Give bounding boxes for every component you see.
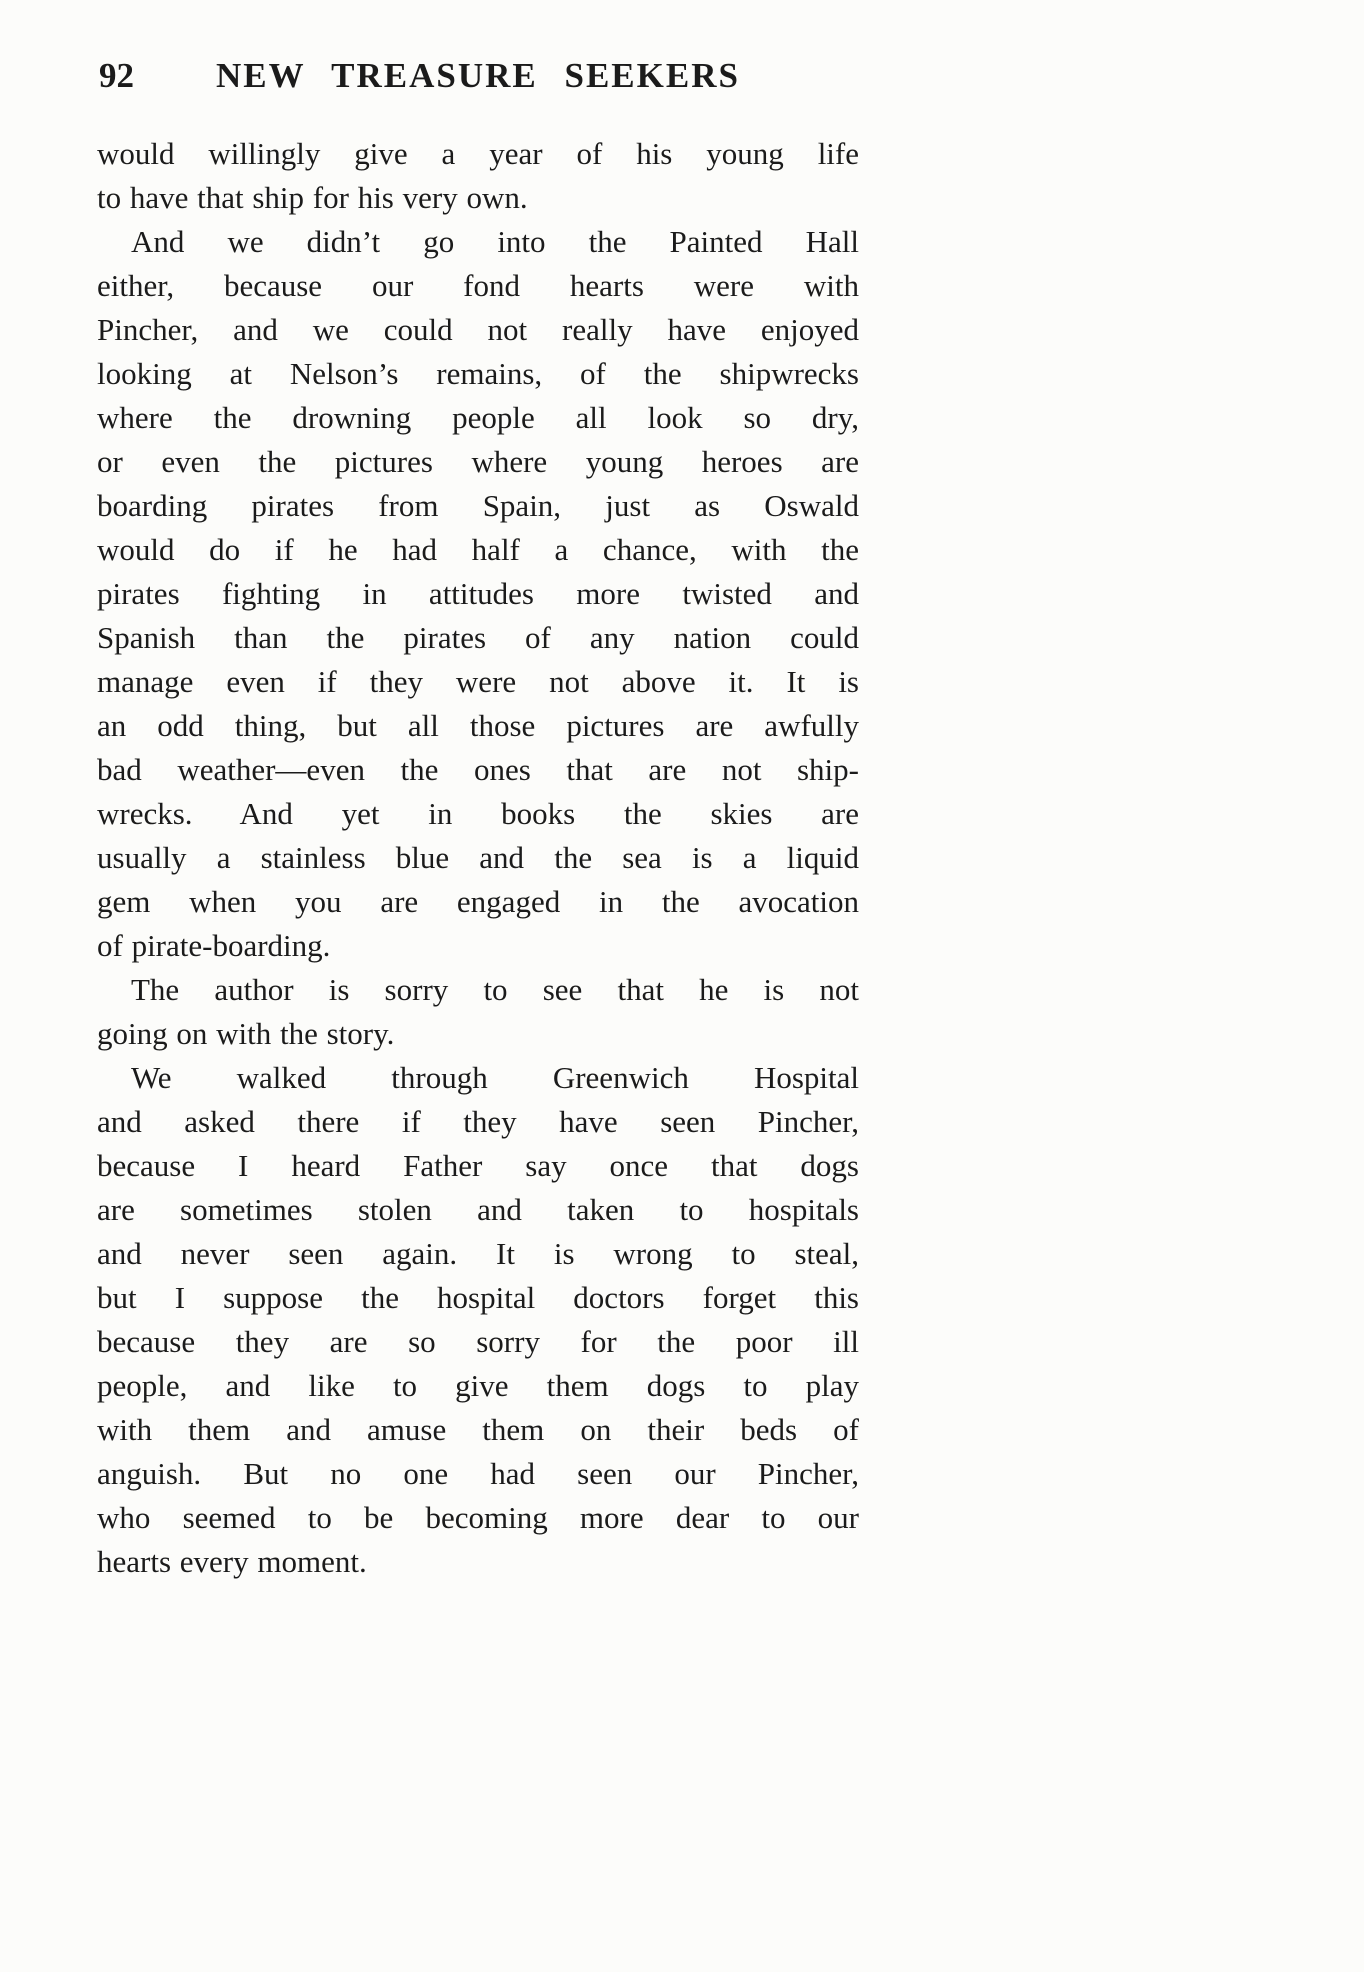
text-line: would willingly give a year of his young life (97, 136, 859, 171)
text-block (97, 52, 859, 1584)
text-line: pirates fighting in attitudes more twisted and (97, 576, 859, 611)
text-line: because they are so sorry for the poor ill (97, 1324, 859, 1359)
text-line: to have that ship for his very own. (97, 180, 528, 215)
paragraph (97, 1056, 859, 1584)
text-line: where the drowning people all look so dry, (97, 400, 859, 435)
text-line: boarding pirates from Spain, just as Oswald (97, 488, 859, 523)
text-line: hearts every moment. (97, 1544, 367, 1579)
text-line: would do if he had half a chance, with the (97, 532, 859, 567)
text-line: with them and amuse them on their beds of (97, 1412, 859, 1447)
text-line: and never seen again. It is wrong to steal, (97, 1236, 859, 1271)
text-line: gem when you are engaged in the avocation (97, 884, 859, 919)
text-line: an odd thing, but all those pictures are awfully (97, 708, 859, 743)
text-line: of pirate-boarding. (97, 928, 331, 963)
text-line: looking at Nelson’s remains, of the shipwrecks (97, 356, 859, 391)
text-line: going on with the story. (97, 1016, 395, 1051)
text-line: We walked through Greenwich Hospital (131, 1060, 859, 1095)
text-line: The author is sorry to see that he is not (131, 972, 859, 1007)
paragraph (97, 132, 859, 220)
text-line: wrecks. And yet in books the skies are (97, 796, 859, 831)
text-line: usually a stainless blue and the sea is a liquid (97, 840, 859, 875)
page-number: 92 (99, 56, 134, 95)
text-line: bad weather—even the ones that are not ship- (97, 752, 859, 787)
text-line: because I heard Father say once that dogs (97, 1148, 859, 1183)
text-line: who seemed to be becoming more dear to our (97, 1500, 859, 1535)
paragraph (97, 220, 859, 968)
text-line: anguish. But no one had seen our Pincher, (97, 1456, 859, 1491)
text-line: manage even if they were not above it. It is (97, 664, 859, 699)
text-line: And we didn’t go into the Painted Hall (131, 224, 859, 259)
text-line: but I suppose the hospital doctors forget this (97, 1280, 859, 1315)
text-line: Pincher, and we could not really have enjoyed (97, 312, 859, 347)
page-title: NEW TREASURE SEEKERS (216, 56, 740, 95)
text-line: or even the pictures where young heroes are (97, 444, 859, 479)
text-line: are sometimes stolen and taken to hospitals (97, 1192, 859, 1227)
text-line: people, and like to give them dogs to play (97, 1368, 859, 1403)
running-header (97, 52, 859, 100)
text-line: Spanish than the pirates of any nation could (97, 620, 859, 655)
page-body (97, 132, 859, 1584)
text-line: either, because our fond hearts were with (97, 268, 859, 303)
text-line: and asked there if they have seen Pincher, (97, 1104, 859, 1139)
paragraph (97, 968, 859, 1056)
